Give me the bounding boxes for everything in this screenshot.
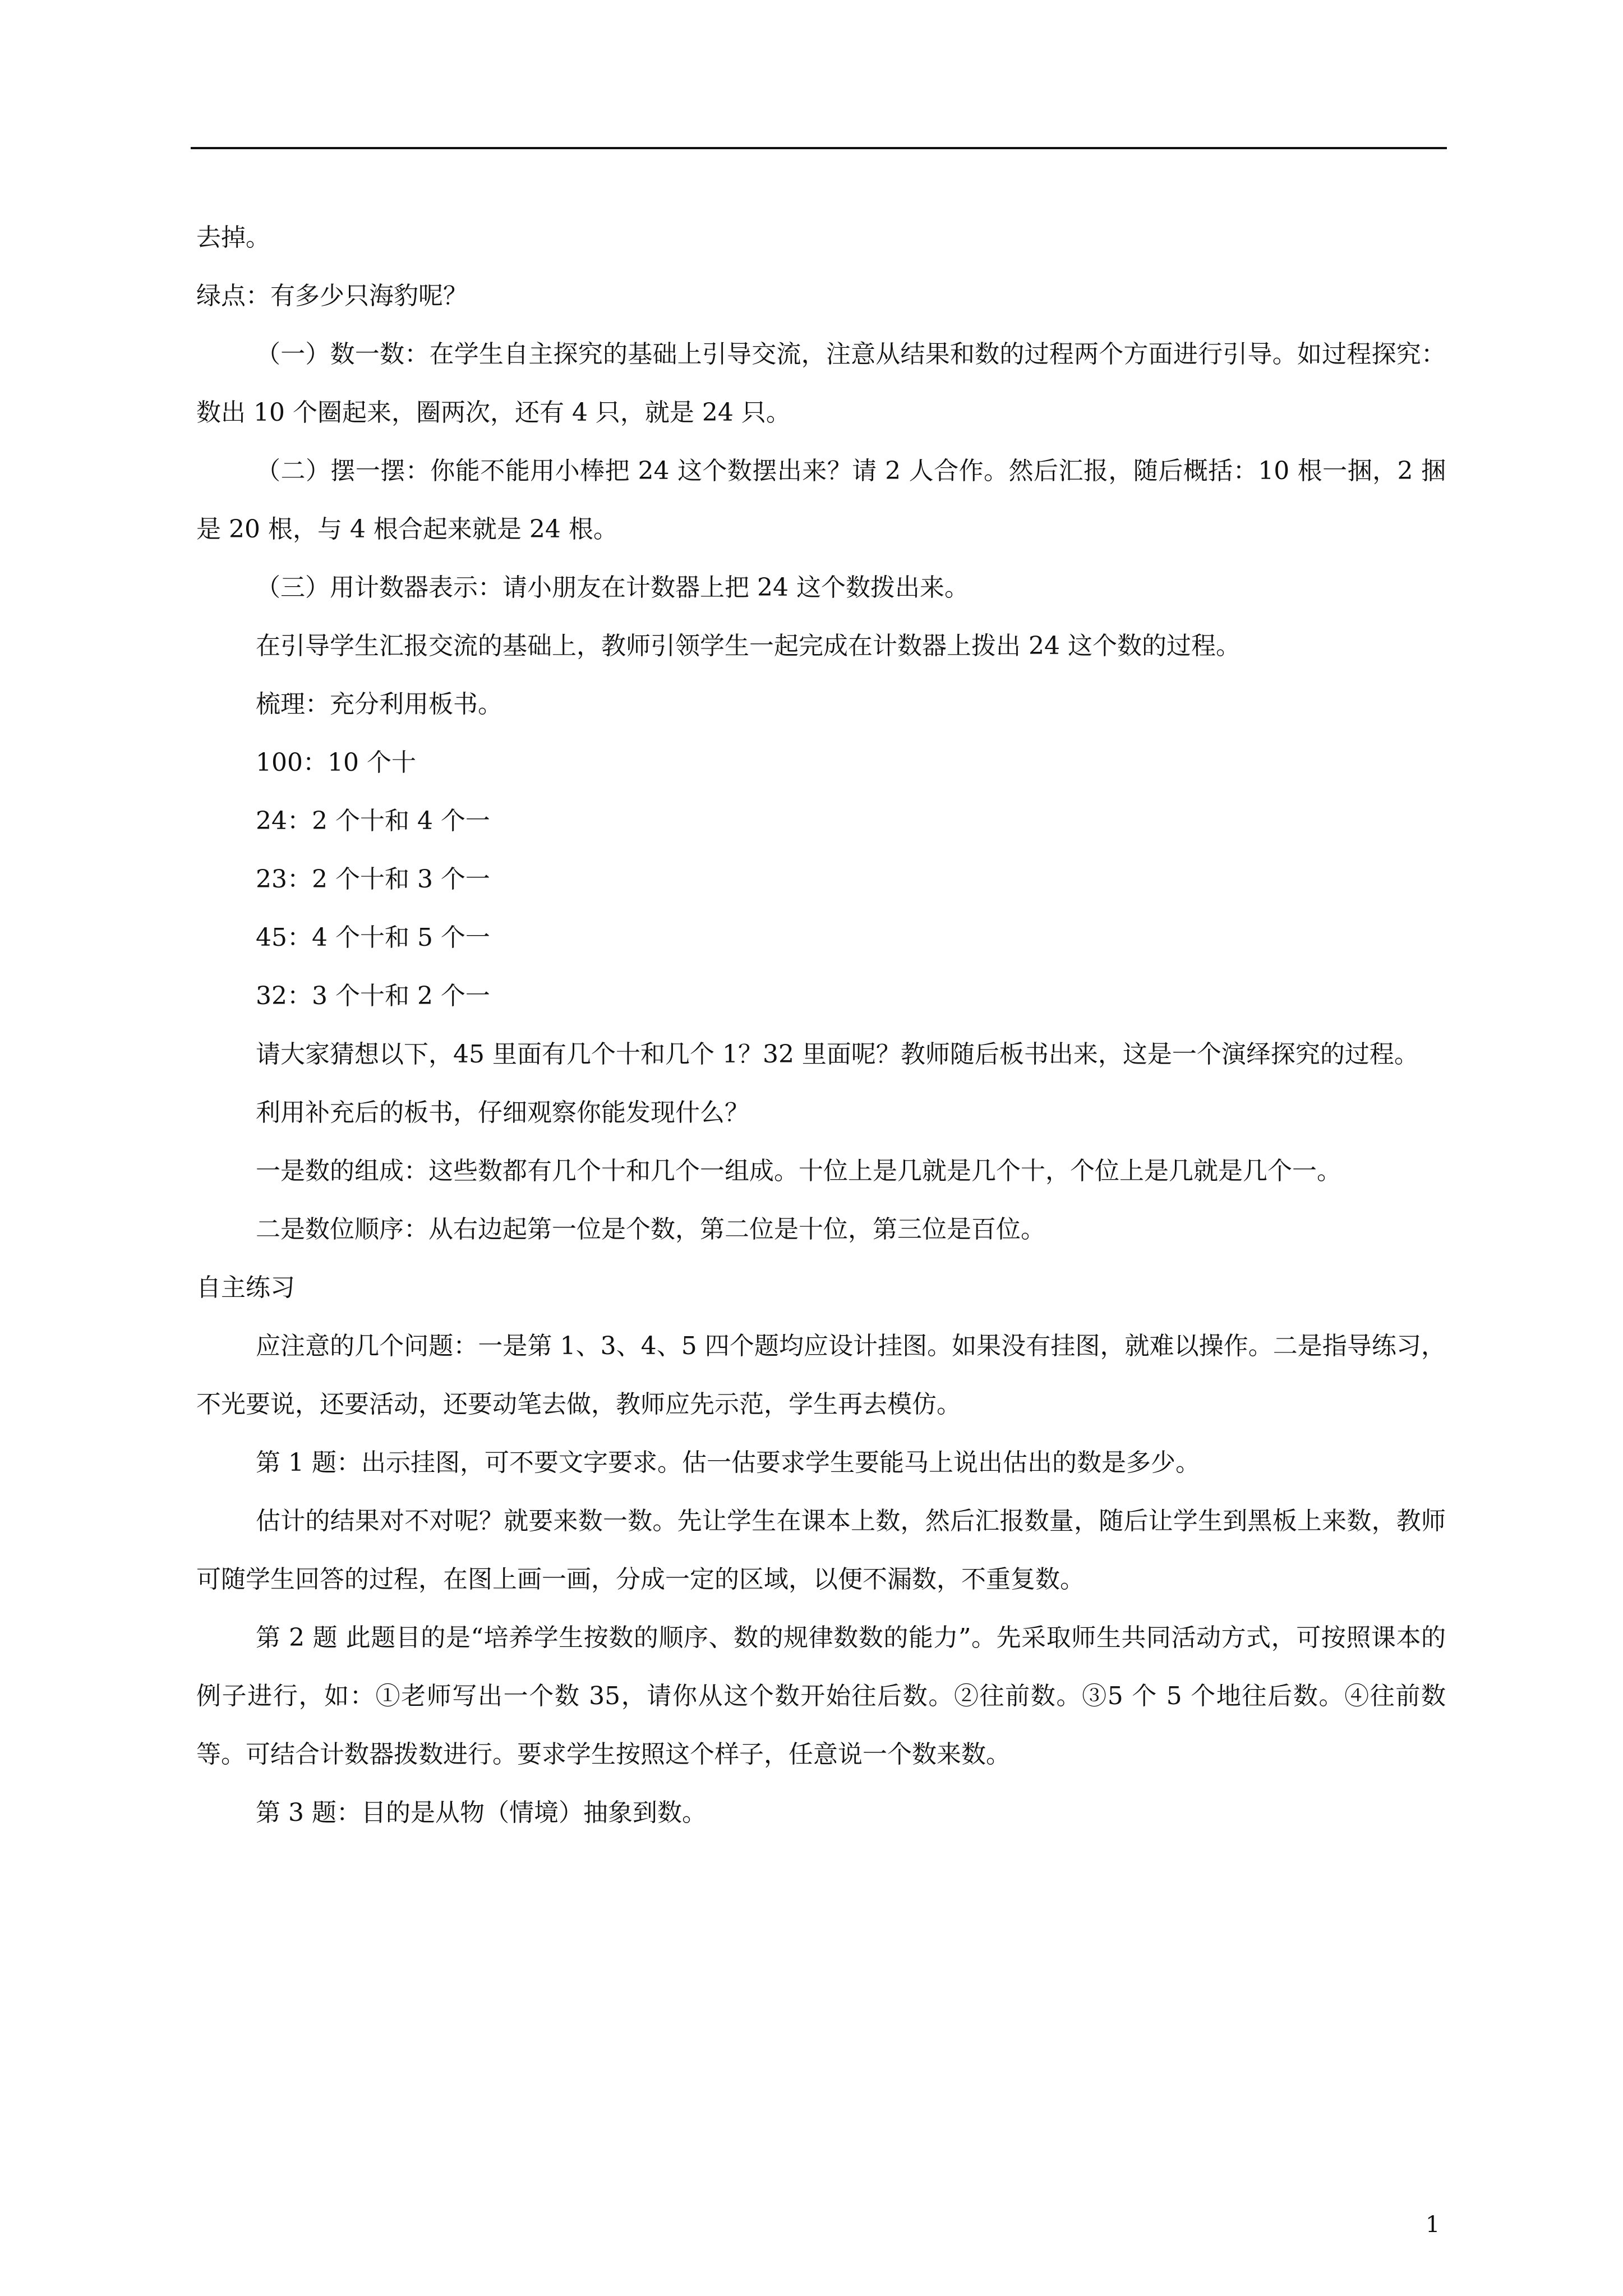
paragraph-14: 利用补充后的板书，仔细观察你能发现什么？ [256,1098,749,1127]
board-line-45: 45：4 个十和 5 个一 [256,923,490,952]
page-number: 1 [1426,2212,1440,2238]
paragraph-15: 一是数的组成：这些数都有几个十和几个一组成。十位上是几就是几个十，个位上是几就是几个一。 [256,1157,1341,1185]
paragraph-7: 梳理：充分利用板书。 [256,690,502,719]
paragraph-3: （一）数一数：在学生自主探究的基础上引导交流，注意从结果和数的过程两个方面进行引导。如过程探究：数出 10 个圈起来，圈两次，还有 4 只，就是 24 只。 [196,340,1446,427]
paragraph-21: 第 2 题 此题目的是“培养学生按数的顺序、数的规律数数的能力”。先采取师生共同活动方式，可按照课本的例子进行，如：①老师写出一个数 35，请你从这个数开始往后数。②往前数。③5 个 5 个地往后数。④往前数等。可结合计数器拨数进行。要求学生按照这个样子，任意说一个数来数。 [196,1623,1446,1769]
paragraph-13: 请大家猜想以下，45 里面有几个十和几个 1？32 里面呢？教师随后板书出来，这是一个演绎探究的过程。 [256,1040,1419,1069]
header-rule [191,147,1447,149]
paragraph-16: 二是数位顺序：从右边起第一位是个数，第二位是十位，第三位是百位。 [256,1215,1045,1244]
board-line-32: 32：3 个十和 2 个一 [256,982,490,1010]
section-heading: 自主练习 [196,1273,295,1302]
document-body [196,209,1446,1842]
paragraph-19: 第 1 题：出示挂图，可不要文字要求。估一估要求学生要能马上说出估出的数是多少。 [256,1448,1200,1477]
board-line-100: 100：10 个十 [256,748,416,777]
paragraph-1: 去掉。 [196,223,270,252]
paragraph-6: 在引导学生汇报交流的基础上，教师引领学生一起完成在计数器上拨出 24 这个数的过程。 [256,632,1241,660]
board-line-24: 24：2 个十和 4 个一 [256,807,490,835]
paragraph-20: 估计的结果对不对呢？就要来数一数。先让学生在课本上数，然后汇报数量，随后让学生到黑板上来数，教师可随学生回答的过程，在图上画一画，分成一定的区域，以便不漏数，不重复数。 [196,1507,1446,1594]
paragraph-5: （三）用计数器表示：请小朋友在计数器上把 24 这个数拨出来。 [256,573,969,602]
paragraph-4: （二）摆一摆：你能不能用小棒把 24 这个数摆出来？请 2 人合作。然后汇报，随后概括：10 根一捆，2 捆是 20 根，与 4 根合起来就是 24 根。 [196,457,1446,544]
board-line-23: 23：2 个十和 3 个一 [256,865,490,894]
paragraph-22: 第 3 题：目的是从物（情境）抽象到数。 [256,1798,707,1827]
paragraph-2: 绿点：有多少只海豹呢？ [196,282,468,310]
paragraph-18: 应注意的几个问题：一是第 1、3、4、5 四个题均应设计挂图。如果没有挂图，就难以操作。二是指导练习，不光要说，还要活动，还要动笔去做，教师应先示范，学生再去模仿。 [196,1332,1446,1419]
